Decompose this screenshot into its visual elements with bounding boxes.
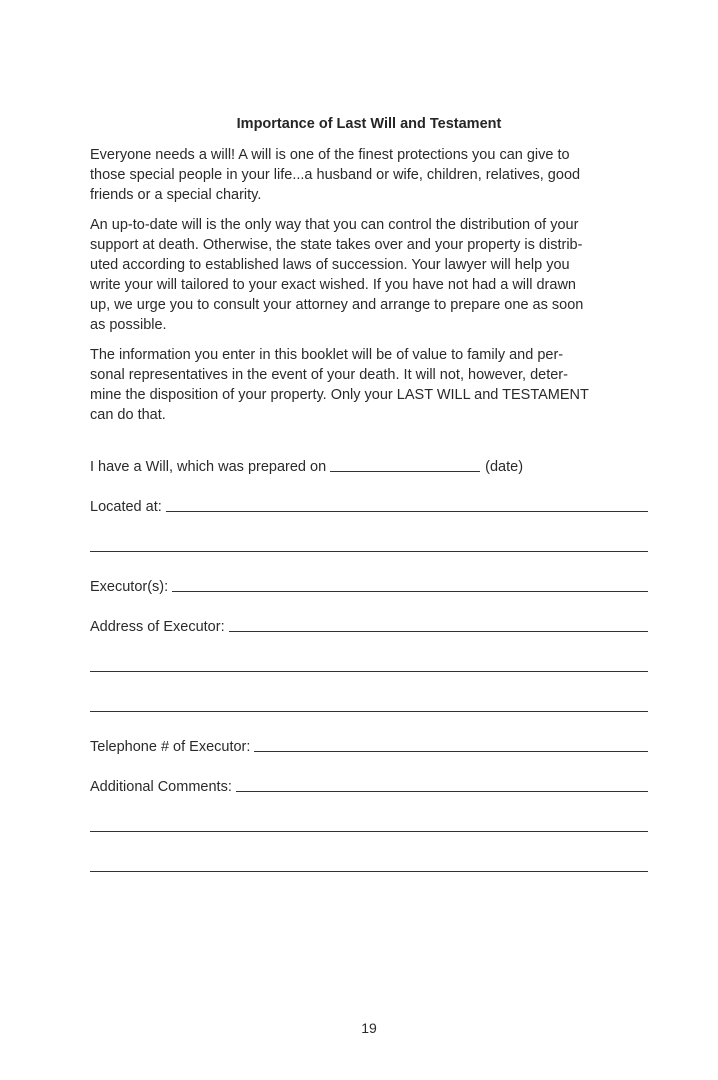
executor-address-label: Address of Executor: <box>90 619 225 635</box>
executor-address-field[interactable] <box>229 617 648 632</box>
paragraph-intro <box>90 145 650 205</box>
text-line: uted according to established laws of succession. Your lawyer will help you <box>90 257 570 273</box>
text-line: those special people in your life...a husband or wife, children, relatives, good <box>90 167 581 183</box>
comments-field[interactable] <box>236 777 648 792</box>
comments-label: Additional Comments: <box>90 779 232 795</box>
page-number: 19 <box>361 1020 377 1036</box>
text-line: sonal representatives in the event of your death. It will not, however, deter- <box>90 367 568 383</box>
executor-row <box>90 575 648 595</box>
executor-field[interactable] <box>172 577 648 592</box>
text-line: An up-to-date will is the only way that you can control the distribution of your <box>90 217 579 233</box>
executor-phone-row <box>90 735 648 755</box>
located-at-field[interactable] <box>166 497 648 512</box>
will-prepared-row <box>90 455 648 475</box>
text-line: friends or a special charity. <box>90 187 262 203</box>
executor-phone-field[interactable] <box>254 737 648 752</box>
will-prepared-label: I have a Will, which was prepared on <box>90 459 327 475</box>
located-at-row <box>90 495 648 515</box>
located-at-field-line-2[interactable] <box>90 551 648 552</box>
document-body <box>90 145 650 435</box>
will-prepared-suffix: (date) <box>485 459 524 475</box>
executor-address-field-line-2[interactable] <box>90 671 648 672</box>
document-page <box>90 0 648 1080</box>
page-title: Importance of Last Will and Testament <box>236 116 502 132</box>
text-line: mine the disposition of your property. Only your LAST WILL and TESTAMENT <box>90 387 589 403</box>
executor-address-field-line-3[interactable] <box>90 711 648 712</box>
comments-field-line-3[interactable] <box>90 871 648 872</box>
text-line: Everyone needs a will! A will is one of the finest protections you can give to <box>90 147 570 163</box>
text-line: as possible. <box>90 317 167 333</box>
executor-label: Executor(s): <box>90 579 169 595</box>
paragraph-up-to-date-will <box>90 215 650 335</box>
text-line: The information you enter in this booklet will be of value to family and per- <box>90 347 564 363</box>
executor-phone-label: Telephone # of Executor: <box>90 739 251 755</box>
text-line: up, we urge you to consult your attorney and arrange to prepare one as soon <box>90 297 584 313</box>
text-line: can do that. <box>90 407 166 423</box>
text-line: write your will tailored to your exact wished. If you have not had a will drawn <box>90 277 576 293</box>
text-line: support at death. Otherwise, the state takes over and your property is distrib- <box>90 237 583 253</box>
located-at-label: Located at: <box>90 499 162 515</box>
executor-address-row <box>90 615 648 635</box>
comments-field-line-2[interactable] <box>90 831 648 832</box>
paragraph-booklet-info <box>90 345 650 425</box>
will-prepared-date-field[interactable] <box>330 457 480 472</box>
comments-row <box>90 775 648 795</box>
